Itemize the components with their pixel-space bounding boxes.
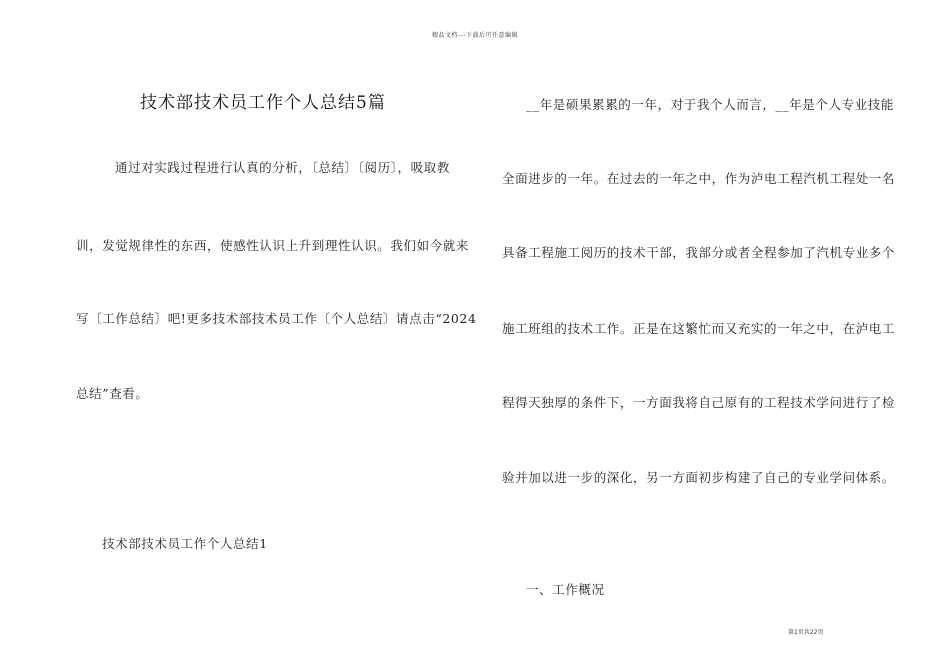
paragraph-line: 写〔工作总结〕吧!更多技术部技术员工作〔个人总结〕请点击“2024 bbox=[76, 311, 477, 326]
paragraph-line: 通过对实践过程进行认真的分析，〔总结〕〔阅历〕，吸取教 bbox=[115, 160, 450, 175]
paragraph-line: 验并加以进一步的深化，另一方面初步构建了自己的专业学问体系。 bbox=[502, 470, 896, 485]
paragraph-line: 总结”查看。 bbox=[76, 386, 149, 401]
page-header: 精品文档---下载后可任意编辑 bbox=[432, 32, 518, 39]
page-number: 第1页共22页 bbox=[788, 629, 824, 636]
paragraph-line: __年是硕果累累的一年，对于我个人而言，__年是个人专业技能 bbox=[526, 97, 895, 112]
paragraph-line: 具备工程施工阅历的技术干部，我部分或者全程参加了汽机专业多个 bbox=[502, 245, 896, 260]
subheading: 技术部技术员工作个人总结1 bbox=[102, 536, 268, 551]
section-heading: 一、工作概况 bbox=[526, 582, 605, 597]
paragraph-line: 程得天独厚的条件下，一方面我将自己原有的工程技术学问进行了检 bbox=[502, 395, 896, 410]
document-title: 技术部技术员工作个人总结5篇 bbox=[140, 93, 386, 113]
paragraph-line: 训，发觉规律性的东西，使感性认识上升到理性认识。我们如今就来 bbox=[76, 238, 470, 253]
paragraph-line: 全面进步的一年。在过去的一年之中，作为泸电工程汽机工程处一名 bbox=[502, 171, 896, 186]
paragraph-line: 施工班组的技术工作。正是在这繁忙而又充实的一年之中，在泸电工 bbox=[502, 321, 896, 336]
